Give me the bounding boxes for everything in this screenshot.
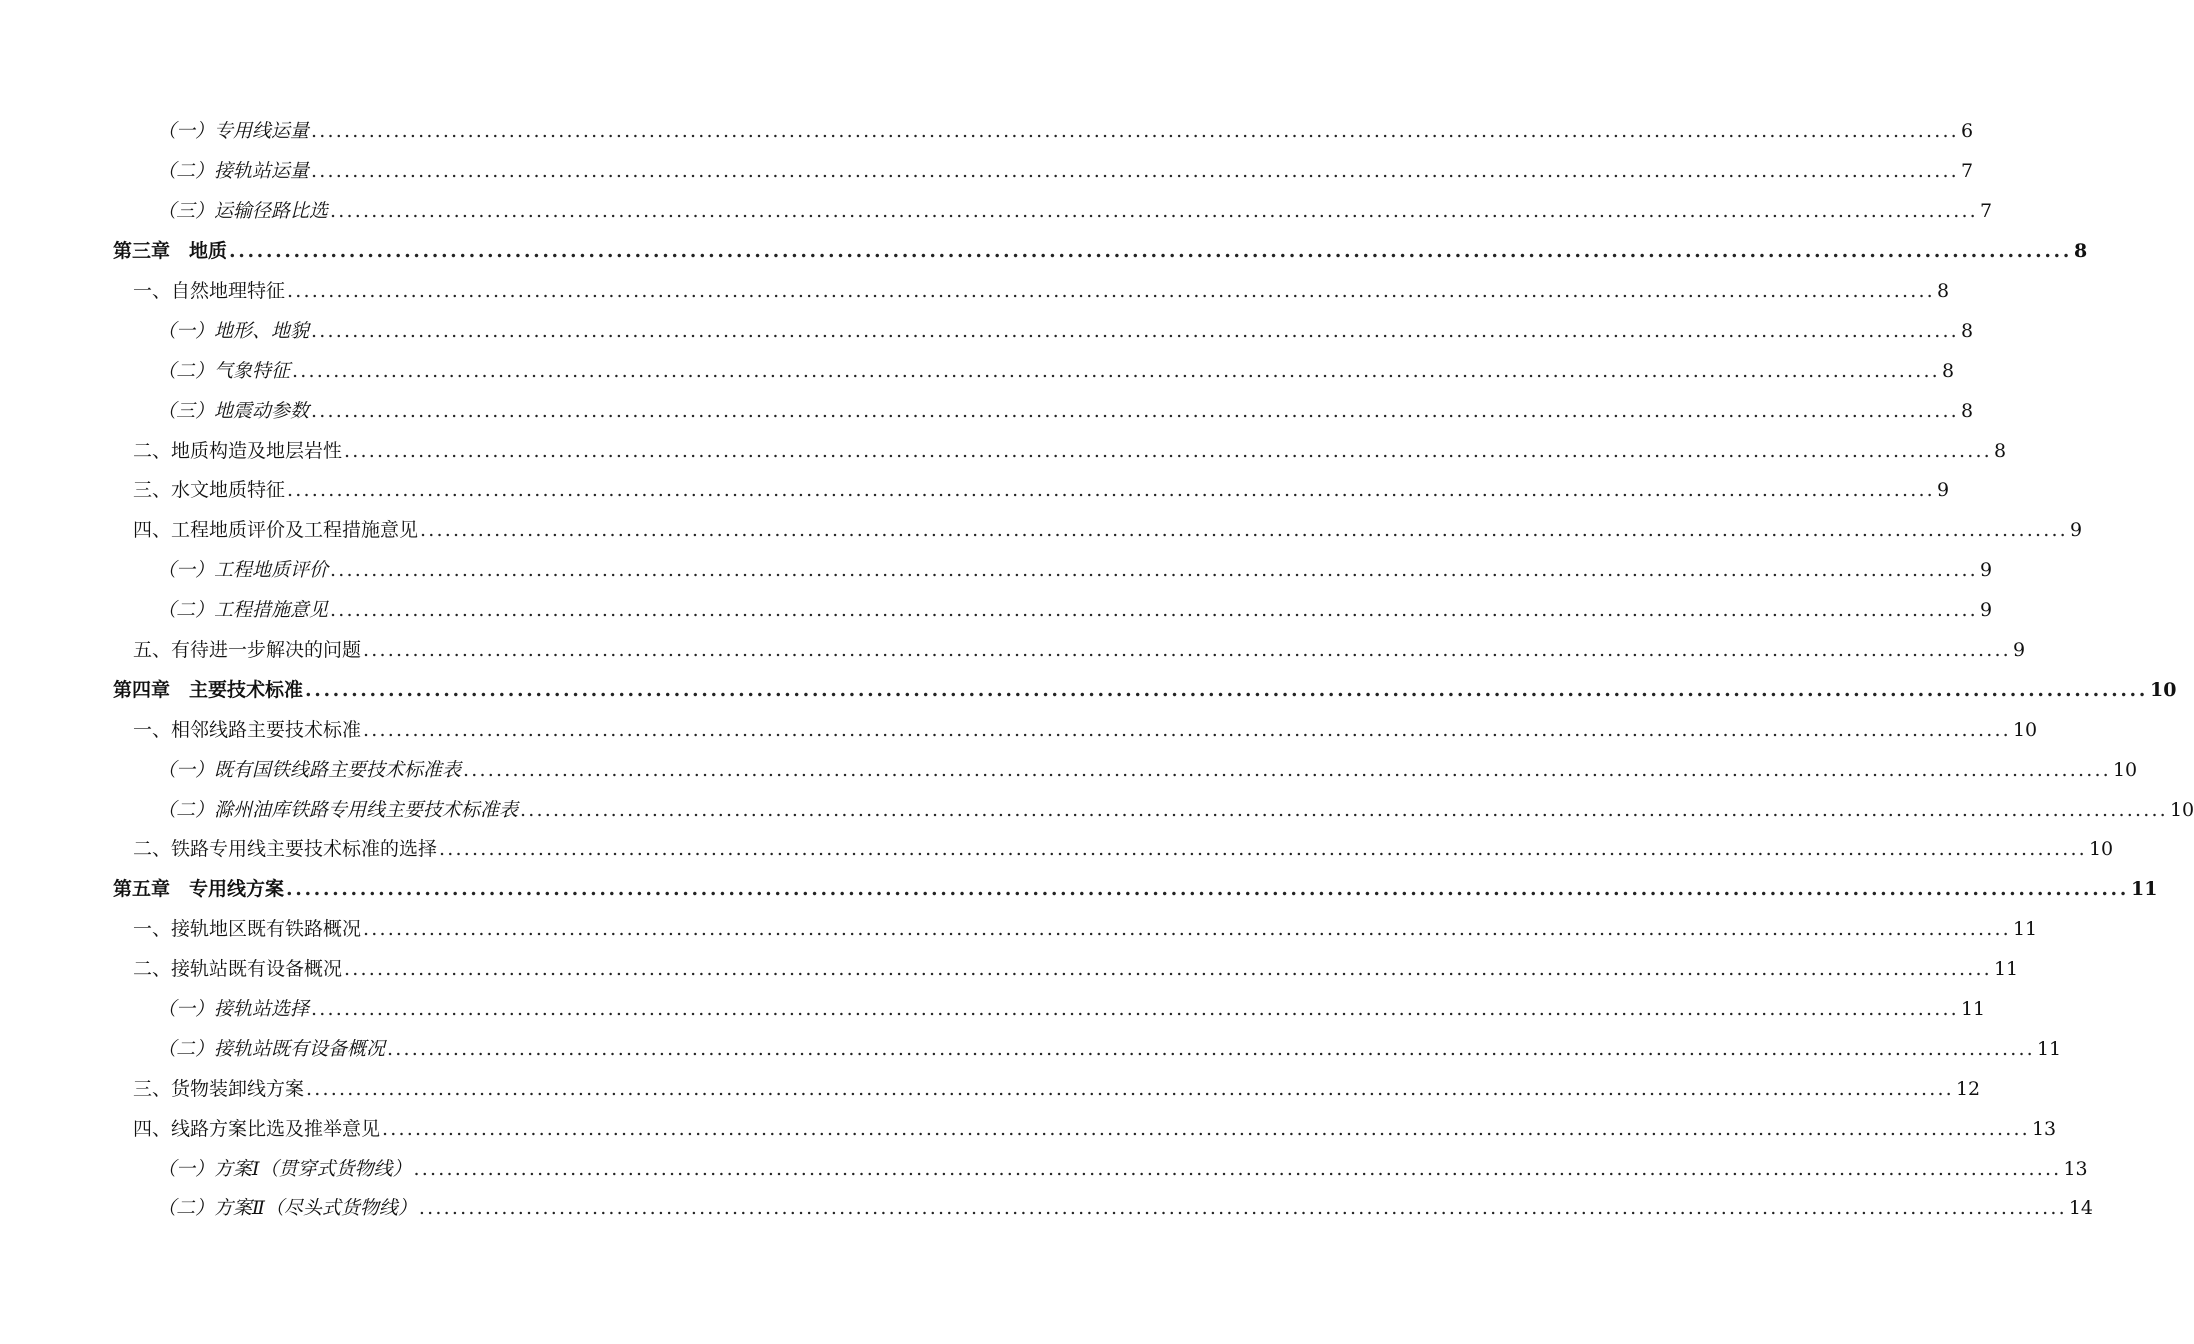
toc-entry-title: 第四章 主要技术标准 xyxy=(113,678,304,701)
toc-subsection-entry[interactable] xyxy=(0,790,2194,830)
toc-chapter-entry[interactable] xyxy=(0,670,2177,710)
toc-page-number: 13 xyxy=(2063,1157,2088,1180)
toc-entry-title: （一）工程地质评价 xyxy=(157,559,329,582)
toc-page-number: 10 xyxy=(2012,718,2038,741)
toc-entry-title: 二、铁路专用线主要技术标准的选择 xyxy=(133,838,438,861)
toc-dot-leader: ........................................................................................................................................................................................................ xyxy=(330,599,1978,622)
toc-dot-leader: ........................................................................................................................................................................................................ xyxy=(344,958,1992,981)
toc-page-number: 11 xyxy=(1993,958,2019,981)
toc-dot-leader: ........................................................................................................................................................................................................ xyxy=(520,798,2168,821)
toc-section-entry[interactable] xyxy=(0,272,1950,312)
toc-dot-leader: ........................................................................................................................................................................................................ xyxy=(387,1037,2035,1060)
toc-dot-leader: ........................................................................................................................................................................................................ xyxy=(305,678,2148,701)
toc-entry-title: 二、接轨站既有设备概况 xyxy=(133,958,343,981)
toc-page-number: 10 xyxy=(2112,758,2138,781)
toc-section-entry[interactable] xyxy=(0,431,2007,471)
toc-dot-leader: ........................................................................................................................................................................................................ xyxy=(420,519,2068,542)
toc-chapter-entry[interactable] xyxy=(0,232,2088,272)
toc-subsection-entry[interactable] xyxy=(0,1189,2094,1229)
toc-subsection-entry[interactable] xyxy=(0,152,1974,192)
toc-page-number: 8 xyxy=(1960,399,1974,422)
toc-dot-leader: ........................................................................................................................................................................................................ xyxy=(439,838,2087,861)
toc-page-number: 9 xyxy=(2069,519,2083,542)
toc-page-number: 9 xyxy=(1936,479,1950,502)
toc-dot-leader: ........................................................................................................................................................................................................ xyxy=(330,559,1978,582)
toc-subsection-entry[interactable] xyxy=(0,351,1955,391)
toc-entry-title: （二）滁州油库铁路专用线主要技术标准表 xyxy=(157,798,519,821)
toc-entry-title: （二）接轨站运量 xyxy=(157,160,310,183)
toc-entry-title: 二、地质构造及地层岩性 xyxy=(133,439,343,462)
toc-subsection-entry[interactable] xyxy=(0,112,1974,152)
toc-dot-leader: ........................................................................................................................................................................................................ xyxy=(382,1117,2030,1140)
toc-entry-title: （一）专用线运量 xyxy=(157,120,310,143)
toc-section-entry[interactable] xyxy=(0,511,2083,551)
toc-entry-title: 第五章 专用线方案 xyxy=(113,878,285,901)
toc-entry-title: （一）方案Ⅰ（贯穿式货物线） xyxy=(157,1157,412,1180)
toc-page-number: 11 xyxy=(2036,1037,2062,1060)
toc-section-entry[interactable] xyxy=(0,631,2026,671)
toc-page-number: 13 xyxy=(2031,1117,2057,1140)
toc-entry-title: （一）既有国铁线路主要技术标准表 xyxy=(157,758,462,781)
table-of-contents xyxy=(0,112,2194,1229)
toc-entry-title: （三）运输径路比选 xyxy=(157,200,329,223)
toc-dot-leader: ........................................................................................................................................................................................................ xyxy=(363,918,2011,941)
toc-page-number: 10 xyxy=(2169,798,2194,821)
toc-entry-title: 四、线路方案比选及推举意见 xyxy=(133,1117,381,1140)
toc-subsection-entry[interactable] xyxy=(0,1149,2088,1189)
toc-entry-title: 一、相邻线路主要技术标准 xyxy=(133,718,362,741)
toc-page-number: 10 xyxy=(2149,678,2177,701)
toc-entry-title: （一）地形、地貌 xyxy=(157,319,310,342)
toc-dot-leader: ........................................................................................................................................................................................................ xyxy=(413,1157,2062,1180)
toc-dot-leader: ........................................................................................................................................................................................................ xyxy=(311,120,1959,143)
toc-entry-title: 三、货物装卸线方案 xyxy=(133,1077,305,1100)
toc-dot-leader: ........................................................................................................................................................................................................ xyxy=(344,439,1992,462)
toc-entry-title: 一、自然地理特征 xyxy=(133,280,286,302)
toc-page-number: 8 xyxy=(1936,280,1950,302)
toc-dot-leader: ........................................................................................................................................................................................................ xyxy=(286,878,2129,901)
toc-section-entry[interactable] xyxy=(0,710,2038,750)
toc-subsection-entry[interactable] xyxy=(0,551,1993,591)
toc-entry-title: 第三章 地质 xyxy=(113,240,228,263)
toc-section-entry[interactable] xyxy=(0,1109,2057,1149)
toc-subsection-entry[interactable] xyxy=(0,591,1993,631)
toc-subsection-entry[interactable] xyxy=(0,192,1993,232)
toc-page-number: 9 xyxy=(1979,559,1993,582)
toc-page-number: 14 xyxy=(2068,1197,2094,1220)
toc-entry-title: 四、工程地质评价及工程措施意见 xyxy=(133,519,419,542)
toc-dot-leader: ........................................................................................................................................................................................................ xyxy=(229,240,2072,263)
toc-page-number: 8 xyxy=(1941,359,1955,382)
toc-page-number: 11 xyxy=(2130,878,2158,901)
toc-page-number: 8 xyxy=(1993,439,2007,462)
toc-section-entry[interactable] xyxy=(0,830,2114,870)
toc-entry-title: （二）接轨站既有设备概况 xyxy=(157,1037,386,1060)
toc-section-entry[interactable] xyxy=(0,910,2038,950)
toc-dot-leader: ........................................................................................................................................................................................................ xyxy=(311,160,1959,183)
toc-entry-title: （二）工程措施意见 xyxy=(157,599,329,622)
toc-entry-title: 三、水文地质特征 xyxy=(133,479,286,502)
toc-page-number: 7 xyxy=(1979,200,1993,223)
toc-page-number: 9 xyxy=(1979,599,1993,622)
toc-dot-leader: ........................................................................................................................................................................................................ xyxy=(330,200,1978,223)
toc-dot-leader: ........................................................................................................................................................................................................ xyxy=(287,280,1935,302)
toc-dot-leader: ........................................................................................................................................................................................................ xyxy=(418,1197,2067,1220)
toc-subsection-entry[interactable] xyxy=(0,990,1986,1030)
toc-entry-title: （二）方案Ⅱ（尽头式货物线） xyxy=(157,1197,417,1220)
toc-section-entry[interactable] xyxy=(0,471,1950,511)
toc-page-number: 8 xyxy=(2073,240,2088,263)
toc-dot-leader: ........................................................................................................................................................................................................ xyxy=(311,998,1959,1021)
toc-subsection-entry[interactable] xyxy=(0,311,1974,351)
toc-subsection-entry[interactable] xyxy=(0,391,1974,431)
toc-dot-leader: ........................................................................................................................................................................................................ xyxy=(287,479,1935,502)
toc-page-number: 11 xyxy=(1960,998,1986,1021)
toc-dot-leader: ........................................................................................................................................................................................................ xyxy=(306,1077,1954,1100)
toc-page-number: 10 xyxy=(2088,838,2114,861)
toc-page-number: 8 xyxy=(1960,319,1974,342)
toc-dot-leader: ........................................................................................................................................................................................................ xyxy=(311,319,1959,342)
toc-page-number: 12 xyxy=(1955,1077,1981,1100)
toc-dot-leader: ........................................................................................................................................................................................................ xyxy=(292,359,1940,382)
toc-entry-title: 五、有待进一步解决的问题 xyxy=(133,639,362,662)
toc-chapter-entry[interactable] xyxy=(0,870,2158,910)
toc-page-number: 7 xyxy=(1960,160,1974,183)
toc-page-number: 11 xyxy=(2012,918,2038,941)
toc-dot-leader: ........................................................................................................................................................................................................ xyxy=(363,718,2011,741)
toc-entry-title: 一、接轨地区既有铁路概况 xyxy=(133,918,362,941)
toc-entry-title: （一）接轨站选择 xyxy=(157,998,310,1021)
toc-section-entry[interactable] xyxy=(0,950,2019,990)
toc-dot-leader: ........................................................................................................................................................................................................ xyxy=(463,758,2111,781)
toc-entry-title: （二）气象特征 xyxy=(157,359,291,382)
toc-page-number: 6 xyxy=(1960,120,1974,143)
toc-subsection-entry[interactable] xyxy=(0,750,2138,790)
toc-entry-title: （三）地震动参数 xyxy=(157,399,310,422)
toc-section-entry[interactable] xyxy=(0,1069,1981,1109)
toc-page-number: 9 xyxy=(2012,639,2026,662)
toc-dot-leader: ........................................................................................................................................................................................................ xyxy=(311,399,1959,422)
toc-subsection-entry[interactable] xyxy=(0,1029,2062,1069)
toc-dot-leader: ........................................................................................................................................................................................................ xyxy=(363,639,2011,662)
